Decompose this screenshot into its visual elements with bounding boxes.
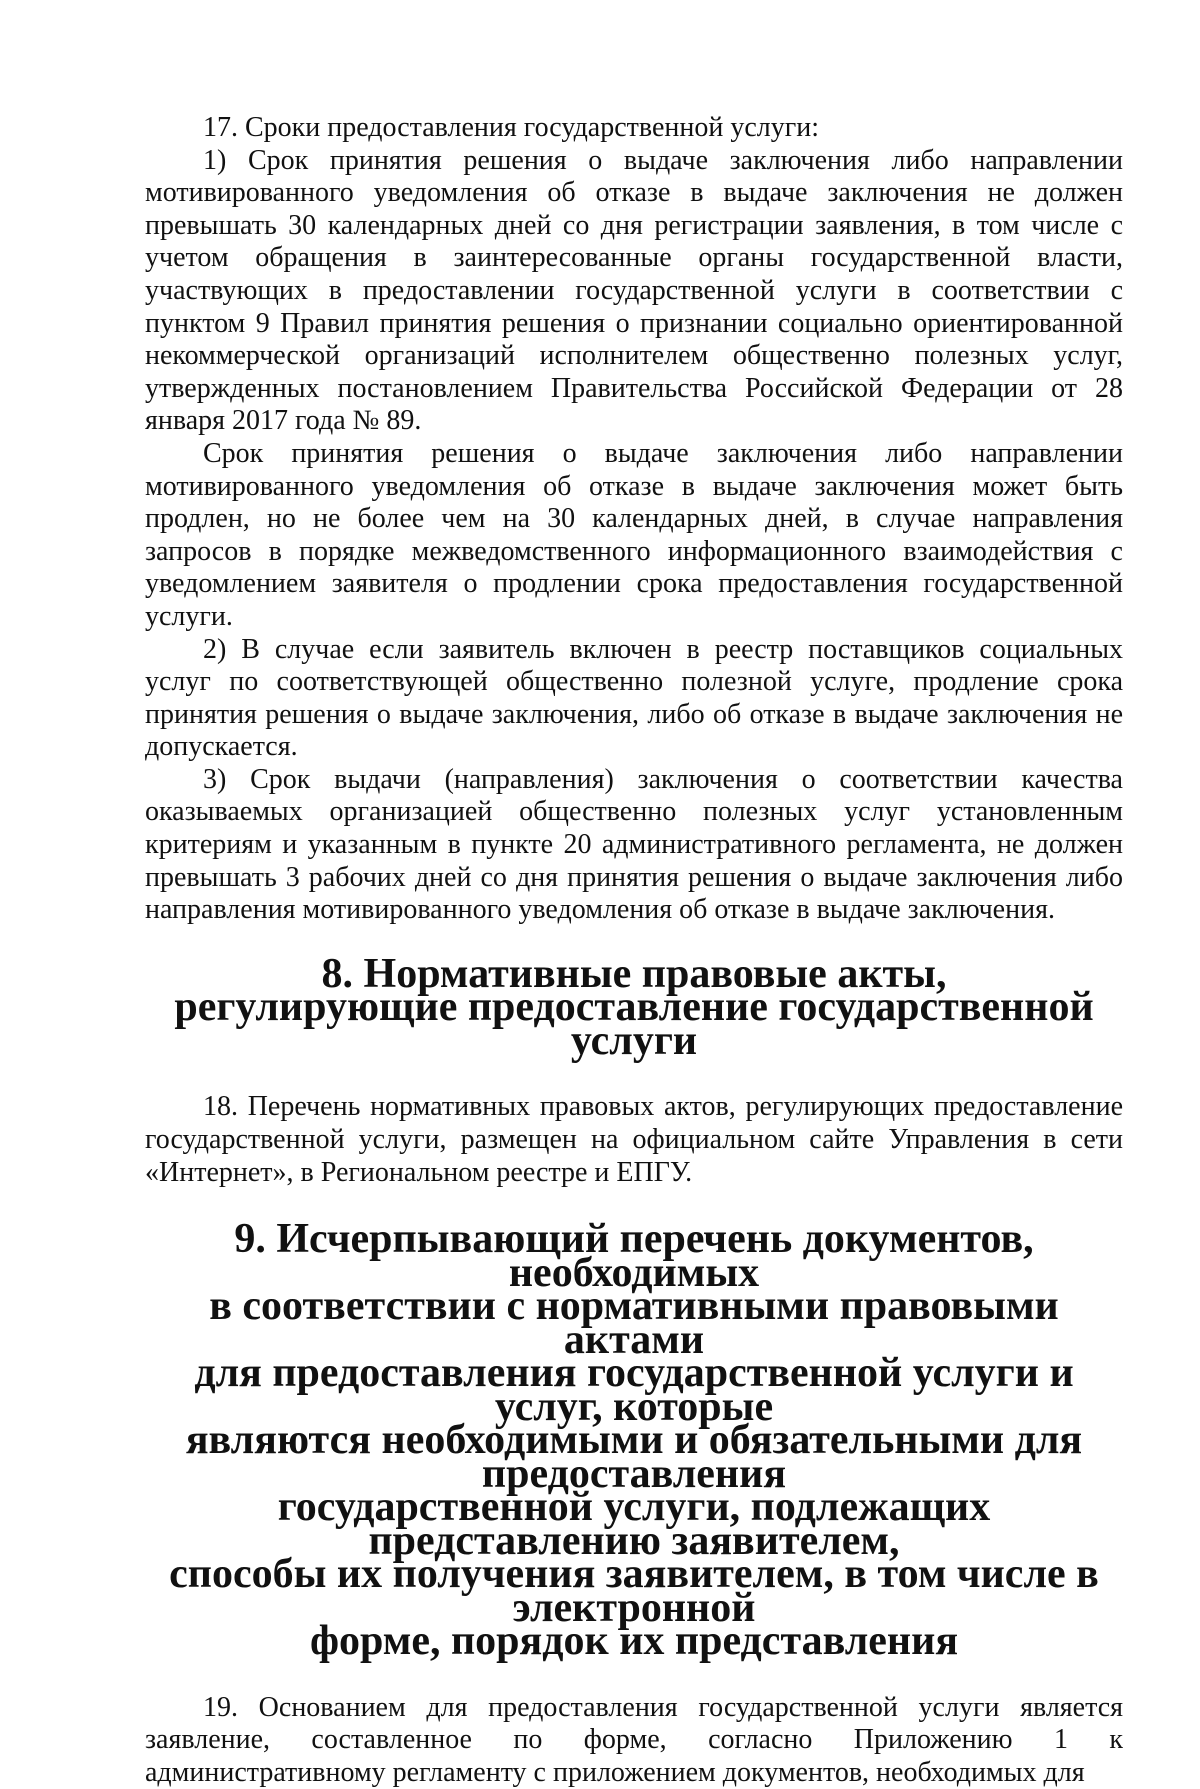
- heading-line: регулирующие предоставление государственной услуги: [174, 984, 1094, 1064]
- heading-line: для предоставления государственной услуги и услуг, которые: [194, 1350, 1074, 1430]
- heading-line: способы их получения заявителем, в том числе в электронной: [169, 1551, 1099, 1631]
- paragraph-17-extension: Срок принятия решения о выдаче заключения либо направлении мотивированного уведомления об отказе в выдаче заключения может быть продлен, но не более чем на 30 календарных дней, в случае направления запросов в порядке межведомственного информационного взаимодействия с уведомлением заявителя о продлении срока предоставления государственной услуги.: [145, 437, 1123, 632]
- heading-line: 8. Нормативные правовые акты,: [321, 950, 947, 997]
- paragraph-17-item-1: 1) Срок принятия решения о выдаче заключения либо направлении мотивированного уведомления об отказе в выдаче заключения не должен превышать 30 календарных дней со дня регистрации заявления, в том числе с учетом обращения в заинтересованные органы государственной власти, участвующих в предоставлении государственной услуги в соответствии с пунктом 9 Правил принятия решения о признании социально ориентированной некоммерческой организаций исполнителем общественно полезных услуг, утвержденных постановлением Правительства Российской Федерации от 28 января 2017 года № 89.: [145, 144, 1123, 437]
- heading-line: в соответствии с нормативными правовыми актами: [209, 1283, 1059, 1363]
- paragraph-17-title: 17. Сроки предоставления государственной услуги:: [203, 112, 819, 143]
- heading-line: являются необходимыми и обязательными для предоставления: [185, 1417, 1083, 1497]
- heading-line: 9. Исчерпывающий перечень документов, необходимых: [234, 1216, 1034, 1296]
- heading-line: форме, порядок их представления: [309, 1618, 959, 1665]
- paragraph-17-item-3: 3) Срок выдачи (направления) заключения о соответствии качества оказываемых организацией общественно полезных услуг установленным критериям и указанным в пункте 20 административного регламента, не должен превышать 3 рабочих дней со дня принятия решения о выдаче заключения либо направления мотивированного уведомления об отказе в выдаче заключения.: [145, 763, 1123, 926]
- paragraph-17-item-2: 2) В случае если заявитель включен в реестр поставщиков социальных услуг по соответствующей общественно полезной услуге, продление срока принятия решения о выдаче заключения, либо об отказе в выдаче заключения не допускается.: [145, 633, 1123, 763]
- paragraph-18: 18. Перечень нормативных правовых актов, регулирующих предоставление государственной услуги, размещен на официальном сайте Управления в сети «Интернет», в Региональном реестре и ЕПГУ.: [145, 1091, 1123, 1188]
- section-heading-9: [145, 1216, 1123, 1665]
- heading-line: государственной услуги, подлежащих представлению заявителем,: [277, 1484, 991, 1564]
- section-heading-8: [145, 950, 1123, 1064]
- document-body: [145, 112, 1123, 1789]
- paragraph-19: 19. Основанием для предоставления государственной услуги является заявление, составленное по форме, согласно Приложению 1 к административному регламенту с приложением документов, необходимых для: [145, 1691, 1123, 1788]
